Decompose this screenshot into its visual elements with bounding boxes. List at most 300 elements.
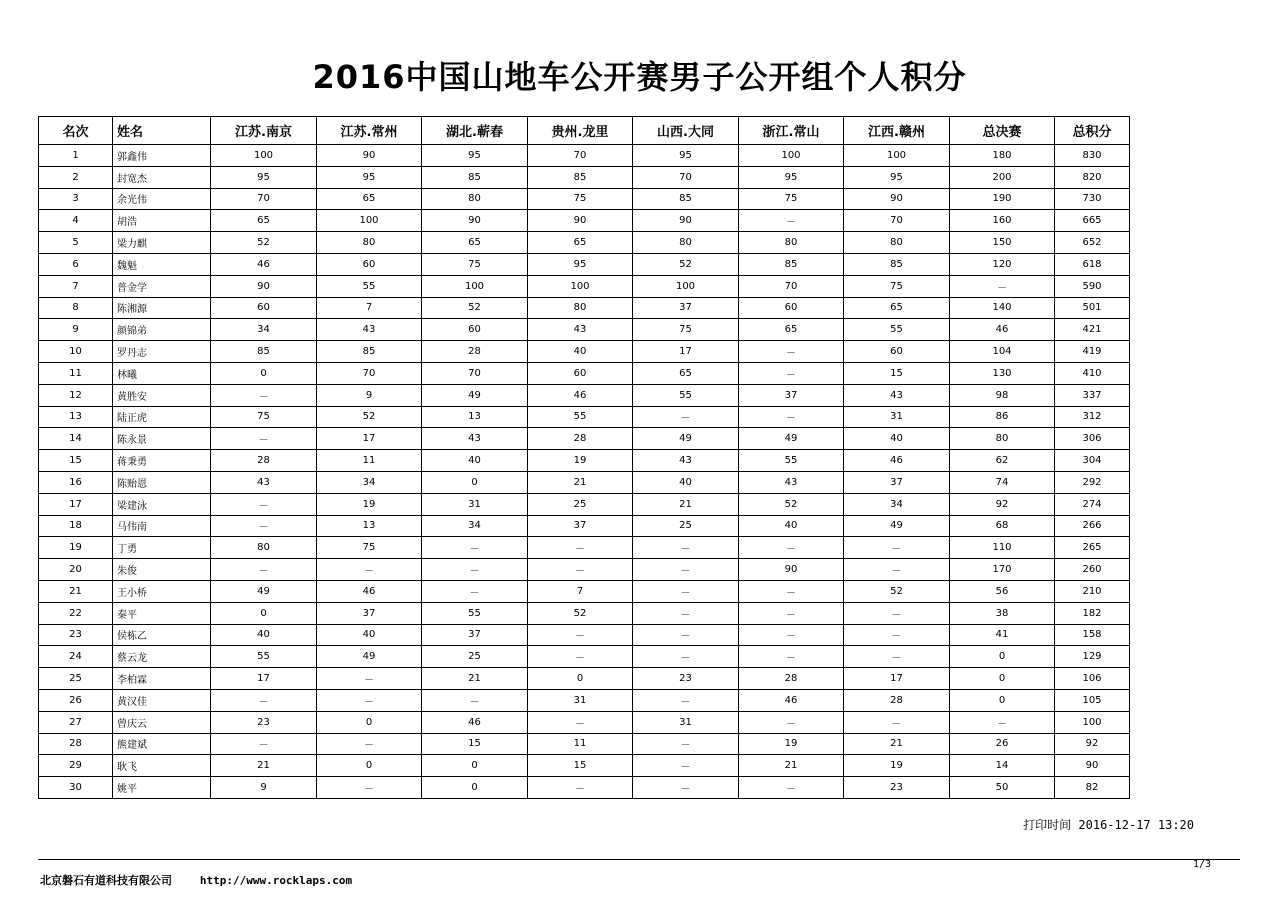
score-cell: 65 xyxy=(211,210,317,232)
score-cell: 26 xyxy=(950,733,1055,755)
score-cell: － xyxy=(844,537,950,559)
table-row xyxy=(39,166,1130,188)
score-cell: 23 xyxy=(633,668,739,690)
table-row xyxy=(39,362,1130,384)
score-cell: 52 xyxy=(844,580,950,602)
score-cell: － xyxy=(317,559,422,581)
score-cell: 90 xyxy=(211,275,317,297)
score-cell: 60 xyxy=(422,319,528,341)
score-cell: 46 xyxy=(422,711,528,733)
rider-name-cell: 耿飞 xyxy=(113,755,211,777)
rank-cell: 8 xyxy=(39,297,113,319)
score-cell: 90 xyxy=(633,210,739,232)
score-cell: 46 xyxy=(950,319,1055,341)
column-header: 姓名 xyxy=(113,117,211,145)
footer xyxy=(40,872,352,888)
score-cell: 56 xyxy=(950,580,1055,602)
score-cell: 190 xyxy=(950,188,1055,210)
score-cell: － xyxy=(211,733,317,755)
rank-cell: 3 xyxy=(39,188,113,210)
table-body xyxy=(39,145,1130,799)
rider-name-cell: 胡浩 xyxy=(113,210,211,232)
score-cell: 304 xyxy=(1055,450,1130,472)
rank-cell: 26 xyxy=(39,689,113,711)
score-cell: － xyxy=(633,624,739,646)
score-cell: 105 xyxy=(1055,689,1130,711)
standings-table xyxy=(38,116,1130,799)
score-cell: 43 xyxy=(633,450,739,472)
table-row xyxy=(39,624,1130,646)
score-cell: 92 xyxy=(1055,733,1130,755)
table-row xyxy=(39,537,1130,559)
rider-name-cell: 侯栋乙 xyxy=(113,624,211,646)
score-cell: 0 xyxy=(422,777,528,799)
score-cell: 0 xyxy=(211,362,317,384)
score-cell: 55 xyxy=(739,450,844,472)
score-cell: 100 xyxy=(633,275,739,297)
rider-name-cell: 陆正虎 xyxy=(113,406,211,428)
score-cell: 180 xyxy=(950,145,1055,167)
score-cell: 0 xyxy=(950,646,1055,668)
score-cell: 14 xyxy=(950,755,1055,777)
score-cell: 95 xyxy=(528,253,633,275)
rank-cell: 30 xyxy=(39,777,113,799)
score-cell: 21 xyxy=(844,733,950,755)
column-header: 江苏.常州 xyxy=(317,117,422,145)
score-cell: 17 xyxy=(633,341,739,363)
rider-name-cell: 王小桥 xyxy=(113,580,211,602)
score-cell: 41 xyxy=(950,624,1055,646)
score-cell: 46 xyxy=(528,384,633,406)
table-row xyxy=(39,297,1130,319)
score-cell: 90 xyxy=(1055,755,1130,777)
score-cell: 25 xyxy=(633,515,739,537)
score-cell: － xyxy=(528,711,633,733)
score-cell: 70 xyxy=(317,362,422,384)
score-cell: 17 xyxy=(211,668,317,690)
score-cell: 19 xyxy=(528,450,633,472)
score-cell: 0 xyxy=(317,711,422,733)
score-cell: － xyxy=(211,428,317,450)
score-cell: － xyxy=(528,624,633,646)
score-cell: － xyxy=(633,646,739,668)
score-cell: 40 xyxy=(211,624,317,646)
score-cell: － xyxy=(739,210,844,232)
table-row xyxy=(39,471,1130,493)
rank-cell: 14 xyxy=(39,428,113,450)
score-cell: 23 xyxy=(211,711,317,733)
score-cell: － xyxy=(739,602,844,624)
score-cell: 120 xyxy=(950,253,1055,275)
score-cell: 0 xyxy=(950,689,1055,711)
table-row xyxy=(39,689,1130,711)
column-header: 总决赛 xyxy=(950,117,1055,145)
table-row xyxy=(39,777,1130,799)
score-cell: 55 xyxy=(528,406,633,428)
score-cell: 21 xyxy=(422,668,528,690)
score-cell: 0 xyxy=(422,755,528,777)
score-cell: 95 xyxy=(317,166,422,188)
table-row xyxy=(39,384,1130,406)
score-cell: 55 xyxy=(317,275,422,297)
rider-name-cell: 林曦 xyxy=(113,362,211,384)
score-cell: － xyxy=(950,275,1055,297)
score-cell: 60 xyxy=(844,341,950,363)
score-cell: 170 xyxy=(950,559,1055,581)
rider-name-cell: 秦平 xyxy=(113,602,211,624)
score-cell: 28 xyxy=(844,689,950,711)
print-time: 打印时间 2016-12-17 13:20 xyxy=(1023,818,1194,832)
score-cell: 85 xyxy=(422,166,528,188)
score-cell: － xyxy=(633,559,739,581)
rider-name-cell: 马伟南 xyxy=(113,515,211,537)
score-cell: 9 xyxy=(211,777,317,799)
rider-name-cell: 蔡云龙 xyxy=(113,646,211,668)
score-cell: 292 xyxy=(1055,471,1130,493)
score-cell: 37 xyxy=(844,471,950,493)
table-row xyxy=(39,275,1130,297)
rider-name-cell: 罗丹志 xyxy=(113,341,211,363)
column-header: 湖北.蕲春 xyxy=(422,117,528,145)
rider-name-cell: 余光伟 xyxy=(113,188,211,210)
table-row xyxy=(39,602,1130,624)
score-cell: 210 xyxy=(1055,580,1130,602)
score-cell: － xyxy=(633,689,739,711)
column-header: 名次 xyxy=(39,117,113,145)
rank-cell: 28 xyxy=(39,733,113,755)
rank-cell: 13 xyxy=(39,406,113,428)
score-cell: － xyxy=(528,559,633,581)
score-cell: 34 xyxy=(211,319,317,341)
score-cell: 46 xyxy=(317,580,422,602)
rank-cell: 27 xyxy=(39,711,113,733)
score-cell: 52 xyxy=(528,602,633,624)
score-cell: 100 xyxy=(528,275,633,297)
score-cell: 70 xyxy=(739,275,844,297)
score-cell: 37 xyxy=(633,297,739,319)
score-cell: 90 xyxy=(528,210,633,232)
score-cell: 337 xyxy=(1055,384,1130,406)
rank-cell: 17 xyxy=(39,493,113,515)
score-cell: 28 xyxy=(211,450,317,472)
score-cell: 15 xyxy=(528,755,633,777)
score-cell: 110 xyxy=(950,537,1055,559)
score-cell: － xyxy=(844,624,950,646)
score-cell: 65 xyxy=(422,232,528,254)
rank-cell: 6 xyxy=(39,253,113,275)
rider-name-cell: 李柏霖 xyxy=(113,668,211,690)
score-cell: 618 xyxy=(1055,253,1130,275)
rider-name-cell: 姚平 xyxy=(113,777,211,799)
score-cell: 80 xyxy=(950,428,1055,450)
score-cell: 730 xyxy=(1055,188,1130,210)
score-cell: 37 xyxy=(422,624,528,646)
score-cell: 52 xyxy=(317,406,422,428)
score-cell: 501 xyxy=(1055,297,1130,319)
score-cell: 52 xyxy=(422,297,528,319)
rank-cell: 25 xyxy=(39,668,113,690)
score-cell: 129 xyxy=(1055,646,1130,668)
score-cell: 106 xyxy=(1055,668,1130,690)
score-cell: 55 xyxy=(844,319,950,341)
score-cell: 19 xyxy=(317,493,422,515)
score-cell: 75 xyxy=(422,253,528,275)
score-cell: 28 xyxy=(528,428,633,450)
score-cell: － xyxy=(739,580,844,602)
rank-cell: 24 xyxy=(39,646,113,668)
score-cell: 40 xyxy=(633,471,739,493)
score-cell: 28 xyxy=(739,668,844,690)
score-cell: 40 xyxy=(739,515,844,537)
score-cell: 90 xyxy=(739,559,844,581)
score-cell: 90 xyxy=(422,210,528,232)
table-row xyxy=(39,668,1130,690)
score-cell: 11 xyxy=(317,450,422,472)
score-cell: － xyxy=(317,689,422,711)
footer-company: 北京磐石有道科技有限公司 xyxy=(40,874,172,887)
score-cell: 40 xyxy=(844,428,950,450)
score-cell: 75 xyxy=(633,319,739,341)
column-header: 山西.大同 xyxy=(633,117,739,145)
table-row xyxy=(39,450,1130,472)
table-row xyxy=(39,559,1130,581)
score-cell: 95 xyxy=(211,166,317,188)
score-cell: 70 xyxy=(633,166,739,188)
page-number: 1/3 xyxy=(1192,859,1211,870)
rank-cell: 4 xyxy=(39,210,113,232)
score-cell: 38 xyxy=(950,602,1055,624)
score-cell: 421 xyxy=(1055,319,1130,341)
score-cell: 34 xyxy=(844,493,950,515)
score-cell: － xyxy=(211,515,317,537)
score-cell: － xyxy=(739,646,844,668)
score-cell: 312 xyxy=(1055,406,1130,428)
score-cell: － xyxy=(739,341,844,363)
rider-name-cell: 梁力麒 xyxy=(113,232,211,254)
score-cell: － xyxy=(633,733,739,755)
score-cell: 90 xyxy=(317,145,422,167)
rank-cell: 15 xyxy=(39,450,113,472)
score-cell: 95 xyxy=(844,166,950,188)
score-cell: 49 xyxy=(739,428,844,450)
score-cell: 82 xyxy=(1055,777,1130,799)
score-cell: 75 xyxy=(528,188,633,210)
score-cell: 60 xyxy=(528,362,633,384)
score-cell: 49 xyxy=(317,646,422,668)
column-header: 贵州.龙里 xyxy=(528,117,633,145)
score-cell: － xyxy=(633,755,739,777)
score-cell: 75 xyxy=(317,537,422,559)
score-cell: 34 xyxy=(422,515,528,537)
rider-name-cell: 封宽杰 xyxy=(113,166,211,188)
rider-name-cell: 黄胜安 xyxy=(113,384,211,406)
rank-cell: 7 xyxy=(39,275,113,297)
rank-cell: 23 xyxy=(39,624,113,646)
score-cell: 100 xyxy=(422,275,528,297)
rider-name-cell: 陈永景 xyxy=(113,428,211,450)
rank-cell: 10 xyxy=(39,341,113,363)
table-row xyxy=(39,210,1130,232)
score-cell: 43 xyxy=(422,428,528,450)
score-cell: 95 xyxy=(633,145,739,167)
score-cell: 21 xyxy=(739,755,844,777)
score-cell: － xyxy=(317,668,422,690)
score-cell: 52 xyxy=(633,253,739,275)
score-cell: 590 xyxy=(1055,275,1130,297)
score-cell: 46 xyxy=(739,689,844,711)
rider-name-cell: 陈湘源 xyxy=(113,297,211,319)
score-cell: 85 xyxy=(633,188,739,210)
score-cell: － xyxy=(633,406,739,428)
score-cell: － xyxy=(211,689,317,711)
table-row xyxy=(39,253,1130,275)
table-row xyxy=(39,232,1130,254)
score-cell: 265 xyxy=(1055,537,1130,559)
table-row xyxy=(39,188,1130,210)
score-cell: 62 xyxy=(950,450,1055,472)
score-cell: － xyxy=(739,537,844,559)
score-cell: 31 xyxy=(422,493,528,515)
score-cell: 43 xyxy=(844,384,950,406)
score-cell: 92 xyxy=(950,493,1055,515)
column-header: 总积分 xyxy=(1055,117,1130,145)
score-cell: － xyxy=(528,777,633,799)
score-cell: － xyxy=(633,537,739,559)
rank-cell: 29 xyxy=(39,755,113,777)
score-cell: － xyxy=(211,559,317,581)
score-cell: 17 xyxy=(317,428,422,450)
rank-cell: 9 xyxy=(39,319,113,341)
score-cell: 74 xyxy=(950,471,1055,493)
table-row xyxy=(39,319,1130,341)
rider-name-cell: 梁建泳 xyxy=(113,493,211,515)
score-cell: 11 xyxy=(528,733,633,755)
score-cell: － xyxy=(739,711,844,733)
score-cell: 100 xyxy=(211,145,317,167)
score-cell: 55 xyxy=(422,602,528,624)
column-header: 浙江.常山 xyxy=(739,117,844,145)
score-cell: 85 xyxy=(528,166,633,188)
rider-name-cell: 普金学 xyxy=(113,275,211,297)
score-cell: 23 xyxy=(844,777,950,799)
score-cell: 0 xyxy=(950,668,1055,690)
score-cell: 100 xyxy=(739,145,844,167)
score-cell: 55 xyxy=(633,384,739,406)
score-cell: 25 xyxy=(422,646,528,668)
score-cell: － xyxy=(633,580,739,602)
score-cell: 46 xyxy=(211,253,317,275)
score-cell: 80 xyxy=(317,232,422,254)
score-cell: 9 xyxy=(317,384,422,406)
score-cell: 0 xyxy=(422,471,528,493)
score-cell: － xyxy=(739,624,844,646)
score-cell: 65 xyxy=(739,319,844,341)
score-cell: 80 xyxy=(633,232,739,254)
score-cell: 13 xyxy=(422,406,528,428)
score-cell: 28 xyxy=(422,341,528,363)
table-row xyxy=(39,711,1130,733)
column-header: 江苏.南京 xyxy=(211,117,317,145)
table-row xyxy=(39,493,1130,515)
score-cell: 55 xyxy=(211,646,317,668)
score-cell: 820 xyxy=(1055,166,1130,188)
score-cell: 70 xyxy=(211,188,317,210)
score-cell: 80 xyxy=(528,297,633,319)
score-cell: 266 xyxy=(1055,515,1130,537)
score-cell: 52 xyxy=(739,493,844,515)
column-header: 江西.赣州 xyxy=(844,117,950,145)
score-cell: 50 xyxy=(950,777,1055,799)
rank-cell: 1 xyxy=(39,145,113,167)
score-cell: － xyxy=(844,602,950,624)
rider-name-cell: 陈贻恩 xyxy=(113,471,211,493)
score-cell: － xyxy=(211,493,317,515)
score-cell: 0 xyxy=(211,602,317,624)
score-cell: 75 xyxy=(739,188,844,210)
score-cell: 158 xyxy=(1055,624,1130,646)
rider-name-cell: 曾庆云 xyxy=(113,711,211,733)
footer-divider xyxy=(38,859,1240,860)
score-cell: 19 xyxy=(844,755,950,777)
score-cell: 65 xyxy=(317,188,422,210)
table-header-row xyxy=(39,117,1130,145)
rider-name-cell: 熊建斌 xyxy=(113,733,211,755)
score-cell: 52 xyxy=(211,232,317,254)
score-cell: 60 xyxy=(317,253,422,275)
score-cell: 65 xyxy=(844,297,950,319)
score-cell: 85 xyxy=(211,341,317,363)
score-cell: 49 xyxy=(844,515,950,537)
score-cell: 665 xyxy=(1055,210,1130,232)
score-cell: 410 xyxy=(1055,362,1130,384)
score-cell: 21 xyxy=(633,493,739,515)
rank-cell: 19 xyxy=(39,537,113,559)
score-cell: 21 xyxy=(528,471,633,493)
score-cell: － xyxy=(211,384,317,406)
score-cell: 60 xyxy=(211,297,317,319)
score-cell: 34 xyxy=(317,471,422,493)
rank-cell: 20 xyxy=(39,559,113,581)
score-cell: － xyxy=(528,646,633,668)
score-cell: 60 xyxy=(739,297,844,319)
table-row xyxy=(39,145,1130,167)
score-cell: 17 xyxy=(844,668,950,690)
score-cell: － xyxy=(422,580,528,602)
rider-name-cell: 魏魁 xyxy=(113,253,211,275)
score-cell: － xyxy=(422,689,528,711)
score-cell: 85 xyxy=(317,341,422,363)
score-cell: 43 xyxy=(528,319,633,341)
score-cell: 0 xyxy=(317,755,422,777)
rank-cell: 11 xyxy=(39,362,113,384)
footer-url[interactable]: http://www.rocklaps.com xyxy=(199,874,353,887)
score-cell: － xyxy=(633,777,739,799)
score-cell: 130 xyxy=(950,362,1055,384)
score-cell: － xyxy=(844,559,950,581)
table-row xyxy=(39,755,1130,777)
rank-cell: 18 xyxy=(39,515,113,537)
score-cell: 80 xyxy=(422,188,528,210)
page-title: 2016中国山地车公开赛男子公开组个人积分 xyxy=(312,58,967,96)
score-cell: 19 xyxy=(739,733,844,755)
score-cell: 100 xyxy=(317,210,422,232)
score-cell: 100 xyxy=(844,145,950,167)
score-cell: 40 xyxy=(317,624,422,646)
score-cell: 85 xyxy=(739,253,844,275)
score-cell: 140 xyxy=(950,297,1055,319)
score-cell: － xyxy=(317,777,422,799)
score-cell: 40 xyxy=(528,341,633,363)
